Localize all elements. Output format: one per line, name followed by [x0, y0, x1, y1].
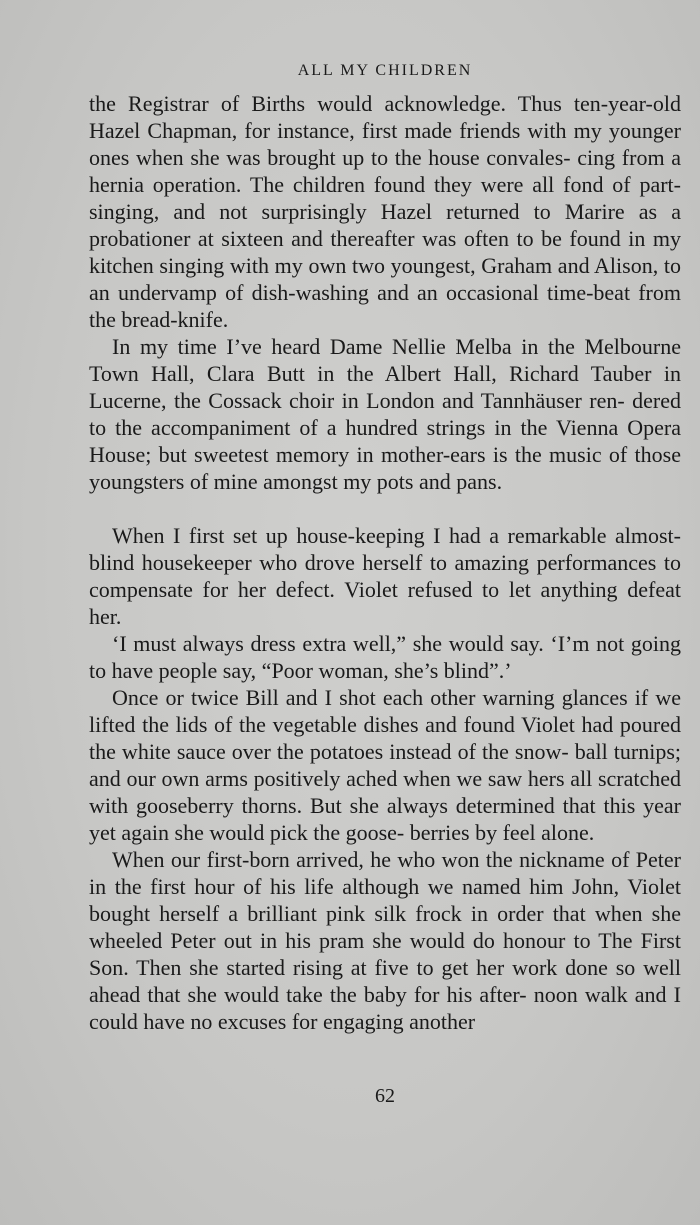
paragraph-housekeeper: When I first set up house-keeping I had a remarkable almost- blind housekeeper who drove herself to amazing performances to compensate for her defect. Violet refused to let anything defeat her. — [89, 523, 681, 629]
paragraph-first-born: When our first-born arrived, he who won the nickname of Peter in the first hour of his life although we named him John, Violet bought herself a brilliant pink silk frock in order that when she wheeled Peter out in his pram she would do honour to The First Son. Then she started rising at five to get her work done so well ahead that she would take the baby for his after- noon walk and I could have no excuses for engaging another — [89, 847, 681, 1034]
section-break — [89, 495, 681, 522]
paragraph-white-sauce: Once or twice Bill and I shot each other warning glances if we lifted the lids of the vegetable dishes and found Violet had poured the white sauce over the potatoes instead of the snow- ball turnips; and our own arms positively ached when we saw hers all scratched with gooseberry thorns. But she always determined that this year yet again she would pick the goose- berries by feel alone. — [89, 685, 681, 845]
paragraph-melba: In my time I’ve heard Dame Nellie Melba in the Melbourne Town Hall, Clara Butt in the Albert Hall, Richard Tauber in Lucerne, the Cossack choir in London and Tannhäuser ren- dered to the accompaniment of a hundred strings in the Vienna Opera House; but sweetest memory in mother-ears is the music of those youngsters of mine amongst my pots and pans. — [89, 334, 681, 494]
running-head: ALL MY CHILDREN — [297, 62, 473, 79]
page-number: 62 — [375, 1085, 395, 1107]
paragraph-violet-quote: ‘I must always dress extra well,” she would say. ‘I’m not going to have people say, “Poor woman, she’s blind”.’ — [89, 631, 681, 683]
body-text — [89, 90, 681, 1035]
paragraph-continuation: the Registrar of Births would acknowledge. Thus ten-year-old Hazel Chapman, for instance, first made friends with my younger ones when she was brought up to the house convales- cing from a hernia operation. The children found they were all fond of part-singing, and not surprisingly Hazel returned to Marire as a probationer at sixteen and thereafter was often to be found in my kitchen singing with my own two youngest, Graham and Alison, to an undervamp of dish-washing and an occasional time-beat from the bread-knife. — [89, 91, 681, 332]
